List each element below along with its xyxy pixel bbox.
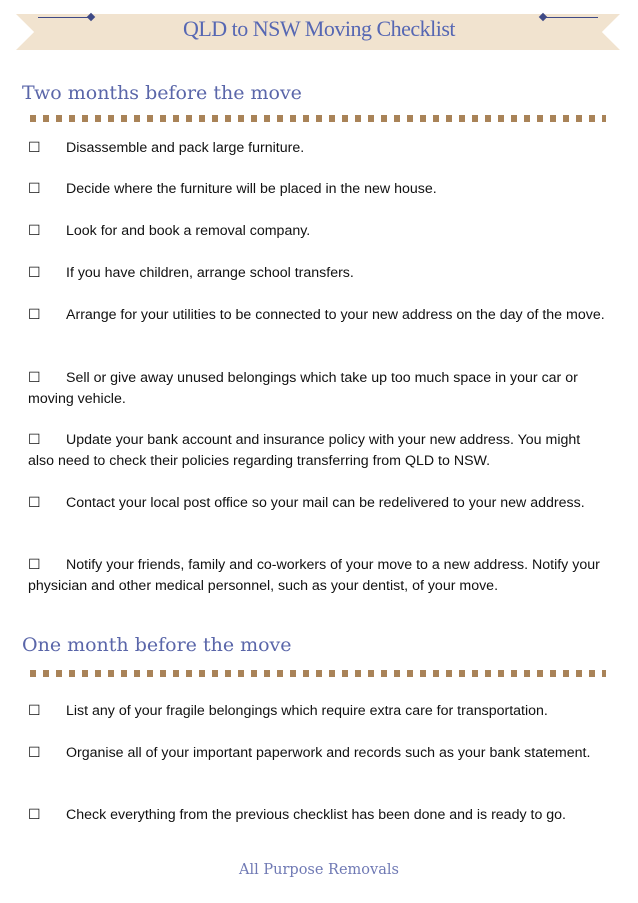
dotted-divider: [30, 115, 606, 122]
checkbox-icon[interactable]: ☐: [28, 369, 41, 385]
checkbox-icon[interactable]: ☐: [28, 494, 41, 510]
checklist-item: [28, 178, 610, 200]
checklist-item: [28, 700, 610, 722]
checkbox-icon[interactable]: ☐: [28, 264, 41, 280]
section-heading-two-months: Two months before the move: [22, 82, 302, 104]
checklist-item: [28, 137, 610, 159]
checkbox-icon[interactable]: ☐: [28, 222, 41, 238]
checklist-item: [28, 262, 610, 284]
footer-company-name: All Purpose Removals: [239, 862, 399, 878]
checkbox-icon[interactable]: ☐: [28, 306, 41, 322]
checklist-item: [28, 220, 610, 242]
checkbox-icon[interactable]: ☐: [28, 556, 41, 572]
checklist-item: [28, 367, 610, 410]
checkbox-icon[interactable]: ☐: [28, 180, 41, 196]
checkbox-icon[interactable]: ☐: [28, 744, 41, 760]
checkbox-icon[interactable]: ☐: [28, 806, 41, 822]
checklist-item-text: Organise all of your important paperwork and records such as your bank statement.: [66, 745, 591, 761]
dotted-divider: [30, 670, 606, 677]
checklist-item-text: List any of your fragile belongings which require extra care for transportation.: [66, 703, 548, 719]
checklist-item-text: Update your bank account and insurance policy with your new address. You might also need to check their policies regarding transferring from QLD to NSW.: [28, 432, 581, 469]
checklist-item: [28, 804, 610, 826]
checklist-item-text: Contact your local post office so your mail can be redelivered to your new address.: [66, 495, 585, 511]
checklist-item-text: Disassemble and pack large furniture.: [66, 140, 305, 156]
checklist-item-text: If you have children, arrange school transfers.: [66, 265, 354, 281]
page-title: QLD to NSW Moving Checklist: [182, 16, 456, 41]
checklist-item: [28, 554, 610, 597]
checklist-item-text: Decide where the furniture will be placed in the new house.: [66, 181, 437, 197]
checklist-item: [28, 429, 610, 472]
checklist-item-text: Look for and book a removal company.: [66, 223, 311, 239]
checkbox-icon[interactable]: ☐: [28, 702, 41, 718]
checkbox-icon[interactable]: ☐: [28, 139, 41, 155]
checklist-item-text: Notify your friends, family and co-workers of your move to a new address. Notify your physician and other medical personnel, such as your dentist, of your move.: [28, 557, 600, 594]
checklist-item-text: Sell or give away unused belongings which take up too much space in your car or moving vehicle.: [28, 370, 578, 407]
checklist-item: [28, 742, 610, 764]
section-heading-one-month: One month before the move: [22, 634, 292, 656]
checklist-item: [28, 492, 610, 514]
checklist-item-text: Check everything from the previous checklist has been done and is ready to go.: [66, 807, 566, 823]
checklist-item-text: Arrange for your utilities to be connected to your new address on the day of the move.: [66, 307, 605, 323]
checklist-item: [28, 304, 610, 326]
checkbox-icon[interactable]: ☐: [28, 431, 41, 447]
